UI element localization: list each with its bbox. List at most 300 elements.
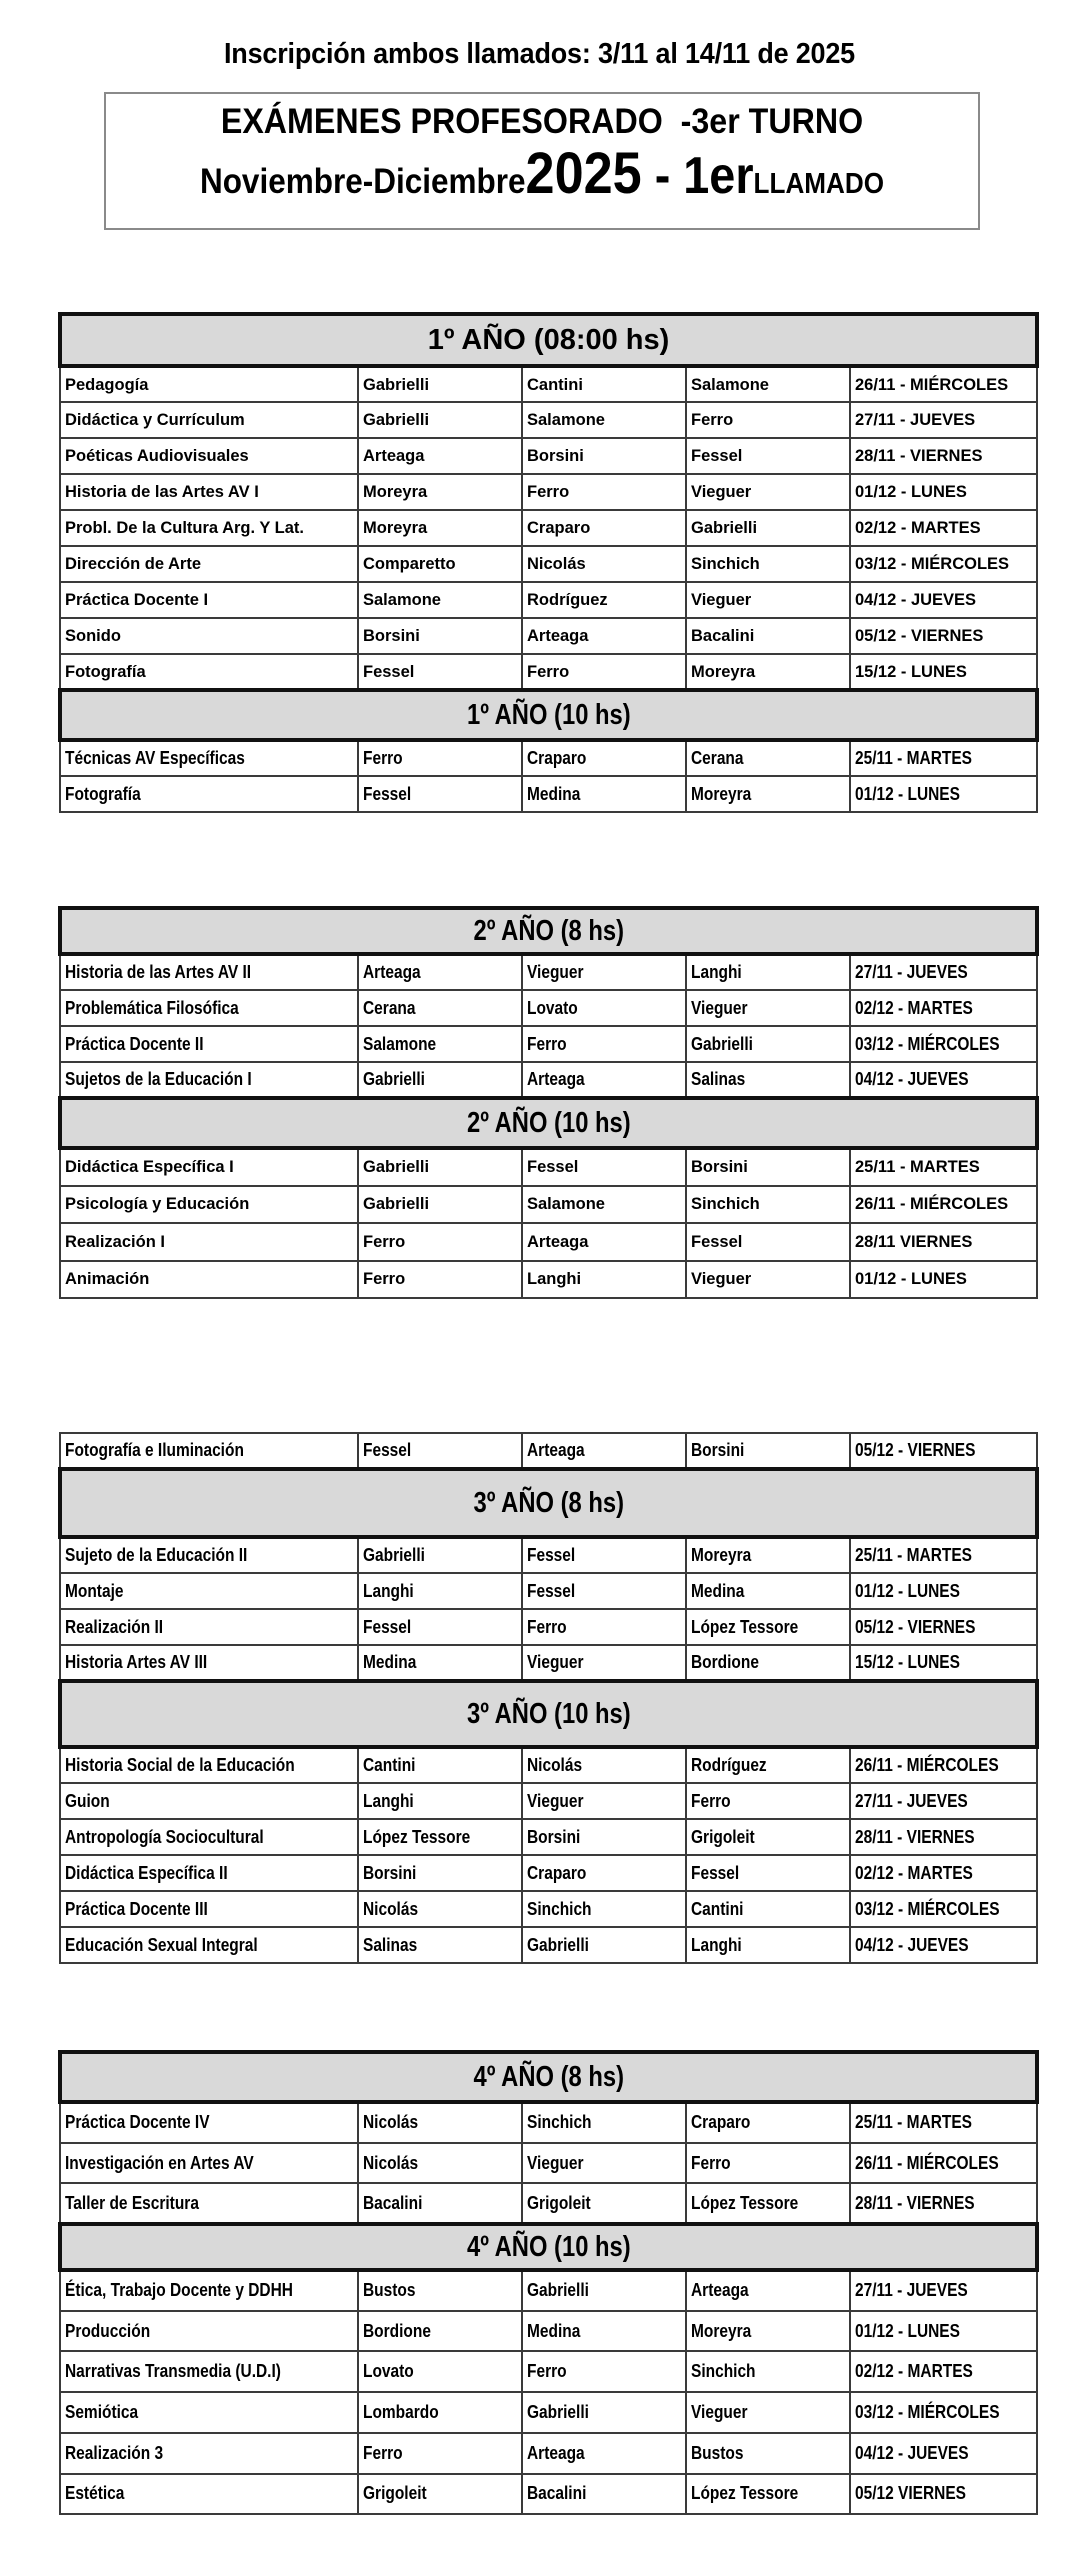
examiner-1-text: Fessel <box>363 1616 412 1637</box>
exam-row <box>60 438 1037 474</box>
exam-cell-examiner-2 <box>522 2270 686 2311</box>
exam-row <box>60 1223 1037 1261</box>
exam-cell-subject <box>60 402 358 438</box>
exam-row <box>60 2351 1037 2392</box>
exam-row <box>60 2311 1037 2352</box>
examiner-3-text: López Tessore <box>691 2483 799 2504</box>
exam-cell-date <box>850 474 1037 510</box>
date-text: 03/12 - MIÉRCOLES <box>855 555 1010 573</box>
subject-text: Técnicas AV Específicas <box>65 748 245 768</box>
examiner-1-text: Bordione <box>363 2320 431 2341</box>
date-text: 01/12 - LUNES <box>855 783 960 804</box>
exam-cell-examiner-3 <box>686 1433 850 1469</box>
examiner-2-text: Rodríguez <box>527 591 608 609</box>
examiner-3-text: Vieguer <box>691 2401 748 2422</box>
exam-cell-examiner-2 <box>522 474 686 510</box>
date-text: 28/11 - VIERNES <box>855 1826 975 1847</box>
examiner-1-text: Gabrielli <box>363 411 430 429</box>
examiner-2-text: Cantini <box>527 375 583 394</box>
exam-cell-subject <box>60 1609 358 1645</box>
exam-cell-examiner-1 <box>358 2392 522 2433</box>
examiner-3-text: Grigoleit <box>691 1826 755 1847</box>
date-text: 15/12 - LUNES <box>855 662 967 681</box>
date-text: 02/12 - MARTES <box>855 1862 973 1883</box>
exam-row <box>60 618 1037 654</box>
exam-cell-examiner-2 <box>522 1609 686 1645</box>
exam-cell-examiner-2 <box>522 1186 686 1224</box>
exam-cell-examiner-1 <box>358 402 522 438</box>
year-section-title <box>60 1098 1037 1148</box>
year-section-label: 2º AÑO (10 hs) <box>466 1106 631 1139</box>
exam-cell-subject <box>60 2270 358 2311</box>
year-section-label: 3º AÑO (10 hs) <box>466 1697 631 1730</box>
exam-row <box>60 2474 1037 2515</box>
subject-text: Historia Social de la Educación <box>65 1755 295 1775</box>
examiner-2-text: Nicolás <box>527 1755 583 1775</box>
exam-row <box>60 1747 1037 1783</box>
date-text: 04/12 - JUEVES <box>855 591 977 609</box>
exam-cell-examiner-3 <box>686 1261 850 1299</box>
exam-table <box>58 312 1039 813</box>
examiner-1-text: Ferro <box>363 748 403 768</box>
exam-cell-subject <box>60 2433 358 2474</box>
exam-cell-examiner-1 <box>358 1645 522 1681</box>
exam-cell-date <box>850 1891 1037 1927</box>
exam-cell-examiner-3 <box>686 2183 850 2224</box>
exam-cell-subject <box>60 1819 358 1855</box>
examiner-1-text: Gabrielli <box>363 375 430 394</box>
exam-row <box>60 510 1037 546</box>
exam-cell-examiner-3 <box>686 402 850 438</box>
examiner-1-text: Nicolás <box>363 2152 419 2173</box>
subject-text: Antropología Sociocultural <box>65 1826 264 1847</box>
examiner-2-text: Craparo <box>527 519 591 537</box>
exam-cell-subject <box>60 438 358 474</box>
examiner-3-text: Vieguer <box>691 1270 752 1289</box>
examiner-2-text: Vieguer <box>527 1790 584 1811</box>
exam-cell-subject <box>60 546 358 582</box>
exam-cell-subject <box>60 2392 358 2433</box>
date-text: 04/12 - JUEVES <box>855 1069 969 1089</box>
date-text: 04/12 - JUEVES <box>855 1934 969 1955</box>
exam-cell-date <box>850 954 1037 990</box>
exam-cell-examiner-1 <box>358 2270 522 2311</box>
exam-cell-examiner-2 <box>522 366 686 402</box>
examiner-3-text: Ferro <box>691 1790 731 1811</box>
examiner-3-text: Gabrielli <box>691 1033 753 1054</box>
subject-text: Pedagogía <box>65 375 149 394</box>
date-text: 03/12 - MIÉRCOLES <box>855 1033 1000 1054</box>
exam-cell-date <box>850 2433 1037 2474</box>
examiner-3-text: Medina <box>691 1580 745 1601</box>
subject-text: Animación <box>65 1270 150 1289</box>
exam-cell-examiner-1 <box>358 1783 522 1819</box>
exam-cell-examiner-2 <box>522 1747 686 1783</box>
exam-cell-examiner-3 <box>686 1819 850 1855</box>
exam-cell-examiner-2 <box>522 990 686 1026</box>
exam-cell-date <box>850 1223 1037 1261</box>
subject-text: Realización 3 <box>65 2442 164 2463</box>
date-text: 27/11 - JUEVES <box>855 1790 968 1811</box>
exam-cell-subject <box>60 2143 358 2184</box>
subject-text: Investigación en Artes AV <box>65 2152 254 2173</box>
subject-text: Poéticas Audiovisuales <box>65 447 249 465</box>
exam-cell-examiner-2 <box>522 618 686 654</box>
exam-cell-subject <box>60 1783 358 1819</box>
date-text: 25/11 - MARTES <box>855 2112 973 2133</box>
exam-cell-examiner-2 <box>522 1855 686 1891</box>
exam-row <box>60 2102 1037 2143</box>
examiner-3-text: Langhi <box>691 1934 742 1955</box>
examiner-1-text: Bustos <box>363 2280 416 2301</box>
exam-cell-date <box>850 654 1037 690</box>
examiner-1-text: Comparetto <box>363 555 456 573</box>
exam-row <box>60 654 1037 690</box>
exam-cell-examiner-2 <box>522 1062 686 1098</box>
exam-cell-subject <box>60 1645 358 1681</box>
subject-text: Fotografía <box>65 662 146 681</box>
exam-row <box>60 1148 1037 1186</box>
subject-text: Producción <box>65 2320 151 2341</box>
year-section-label: 1º AÑO (08:00 hs) <box>427 323 670 356</box>
exam-cell-subject <box>60 1855 358 1891</box>
examiner-1-text: Gabrielli <box>363 1069 425 1089</box>
exam-row <box>60 582 1037 618</box>
date-text: 05/12 VIERNES <box>855 2483 967 2504</box>
examiner-1-text: Fessel <box>363 662 415 681</box>
exam-cell-examiner-2 <box>522 1537 686 1573</box>
exam-cell-date <box>850 582 1037 618</box>
examiner-1-text: Langhi <box>363 1580 414 1601</box>
exam-cell-examiner-1 <box>358 366 522 402</box>
inscription-dates: Inscripción ambos llamados: 3/11 al 14/11 de 2025 <box>223 38 856 70</box>
year-section-title <box>60 1469 1037 1537</box>
exam-cell-date <box>850 1747 1037 1783</box>
examiner-2-text: Fessel <box>527 1580 576 1601</box>
examiner-3-text: Bustos <box>691 2442 744 2463</box>
exam-cell-examiner-1 <box>358 1609 522 1645</box>
exam-cell-examiner-3 <box>686 654 850 690</box>
exam-row <box>60 1927 1037 1963</box>
year-section-header <box>60 1098 1037 1148</box>
subject-text: Ética, Trabajo Docente y DDHH <box>65 2280 293 2301</box>
exam-row <box>60 402 1037 438</box>
date-text: 01/12 - LUNES <box>855 1270 967 1289</box>
examiner-2-text: Medina <box>527 2320 581 2341</box>
examiner-3-text: Ferro <box>691 2152 731 2173</box>
date-text: 28/11 - VIERNES <box>855 2192 975 2213</box>
exam-cell-examiner-2 <box>522 510 686 546</box>
exam-cell-examiner-1 <box>358 438 522 474</box>
exam-cell-examiner-2 <box>522 1819 686 1855</box>
exam-row <box>60 1186 1037 1224</box>
examiner-3-text: Cerana <box>691 748 744 768</box>
exam-row <box>60 474 1037 510</box>
exam-row <box>60 546 1037 582</box>
exam-cell-date <box>850 2183 1037 2224</box>
exam-cell-examiner-1 <box>358 1433 522 1469</box>
examiner-1-text: Lombardo <box>363 2401 439 2422</box>
year-section-title <box>60 314 1037 366</box>
exam-row <box>60 1261 1037 1299</box>
exam-cell-date <box>850 1855 1037 1891</box>
exam-cell-examiner-1 <box>358 654 522 690</box>
date-text: 26/11 - MIÉRCOLES <box>855 1195 1009 1214</box>
year-section-title <box>60 2052 1037 2102</box>
subject-text: Realización II <box>65 1616 164 1637</box>
exam-cell-date <box>850 366 1037 402</box>
exam-cell-examiner-1 <box>358 990 522 1026</box>
exam-cell-date <box>850 2392 1037 2433</box>
exam-cell-date <box>850 438 1037 474</box>
exam-cell-examiner-3 <box>686 1537 850 1573</box>
year-section-title <box>60 1681 1037 1747</box>
exam-cell-subject <box>60 1026 358 1062</box>
exam-cell-examiner-1 <box>358 2183 522 2224</box>
examiner-1-text: Salamone <box>363 591 441 609</box>
exam-cell-examiner-1 <box>358 510 522 546</box>
exam-cell-examiner-2 <box>522 546 686 582</box>
exam-cell-examiner-1 <box>358 1927 522 1963</box>
examiner-2-text: Craparo <box>527 748 587 768</box>
subject-text: Problemática Filosófica <box>65 997 239 1018</box>
exam-cell-examiner-3 <box>686 474 850 510</box>
exam-cell-examiner-3 <box>686 438 850 474</box>
exam-cell-examiner-2 <box>522 2474 686 2515</box>
exam-cell-subject <box>60 2311 358 2352</box>
exam-cell-examiner-3 <box>686 1223 850 1261</box>
subject-text: Didáctica Específica II <box>65 1862 228 1883</box>
examiner-3-text: López Tessore <box>691 2192 799 2213</box>
subject-text: Fotografía <box>65 783 141 804</box>
examiner-2-text: Vieguer <box>527 962 584 982</box>
examiner-2-text: Borsini <box>527 447 584 465</box>
exam-cell-examiner-1 <box>358 1747 522 1783</box>
exam-cell-examiner-3 <box>686 1645 850 1681</box>
examiner-1-text: Borsini <box>363 1862 417 1883</box>
exam-cell-examiner-1 <box>358 2311 522 2352</box>
subject-text: Estética <box>65 2483 125 2504</box>
year-section-header <box>60 908 1037 954</box>
examiner-3-text: Cantini <box>691 1898 744 1919</box>
examiner-3-text: Moreyra <box>691 2320 752 2341</box>
date-text: 05/12 - VIERNES <box>855 627 984 645</box>
examiner-3-text: Langhi <box>691 962 742 982</box>
exam-row <box>60 1783 1037 1819</box>
exam-cell-date <box>850 1927 1037 1963</box>
examiner-3-text: Moreyra <box>691 1545 752 1565</box>
exam-cell-examiner-2 <box>522 1026 686 1062</box>
examiner-1-text: Cerana <box>363 997 416 1018</box>
date-text: 25/11 - MARTES <box>855 1545 973 1565</box>
examiner-1-text: Salinas <box>363 1934 418 1955</box>
exam-cell-examiner-3 <box>686 1609 850 1645</box>
exam-row <box>60 1537 1037 1573</box>
exam-cell-date <box>850 1186 1037 1224</box>
year-section-label: 4º AÑO (8 hs) <box>473 2060 624 2093</box>
examiner-3-text: Salamone <box>691 375 769 394</box>
date-text: 04/12 - JUEVES <box>855 2442 969 2463</box>
exam-row <box>60 990 1037 1026</box>
exam-cell-examiner-1 <box>358 954 522 990</box>
date-text: 02/12 - MARTES <box>855 997 973 1018</box>
year-section-header <box>60 2052 1037 2102</box>
examiner-1-text: Borsini <box>363 627 420 645</box>
exam-cell-examiner-2 <box>522 954 686 990</box>
exam-cell-examiner-2 <box>522 402 686 438</box>
exam-cell-examiner-2 <box>522 740 686 776</box>
subject-text: Didáctica Específica I <box>65 1158 234 1177</box>
exam-cell-examiner-2 <box>522 2311 686 2352</box>
examiner-3-text: Rodríguez <box>691 1755 767 1775</box>
exam-cell-examiner-3 <box>686 1891 850 1927</box>
exam-cell-subject <box>60 1891 358 1927</box>
title-llamado: LLAMADO <box>753 168 885 200</box>
exam-row <box>60 954 1037 990</box>
exam-cell-examiner-3 <box>686 2433 850 2474</box>
examiner-3-text: Salinas <box>691 1069 746 1089</box>
exam-cell-date <box>850 1537 1037 1573</box>
exam-cell-date <box>850 1609 1037 1645</box>
subject-text: Psicología y Educación <box>65 1195 250 1214</box>
examiner-3-text: Vieguer <box>691 997 748 1018</box>
date-text: 02/12 - MARTES <box>855 2361 973 2382</box>
examiner-2-text: Vieguer <box>527 2152 584 2173</box>
examiner-1-text: Gabrielli <box>363 1195 430 1214</box>
subject-text: Fotografía e Iluminación <box>65 1440 244 1460</box>
examiner-2-text: Sinchich <box>527 2112 592 2133</box>
exam-cell-examiner-3 <box>686 954 850 990</box>
exam-cell-examiner-2 <box>522 1573 686 1609</box>
examiner-1-text: Moreyra <box>363 519 428 537</box>
examiner-2-text: Arteaga <box>527 1069 585 1089</box>
examiner-3-text: López Tessore <box>691 1616 799 1637</box>
examiner-3-text: Fessel <box>691 1232 743 1251</box>
exam-cell-date <box>850 1026 1037 1062</box>
subject-text: Dirección de Arte <box>65 555 202 573</box>
date-text: 27/11 - JUEVES <box>855 411 976 429</box>
examiner-2-text: Borsini <box>527 1826 581 1847</box>
exam-cell-examiner-2 <box>522 2183 686 2224</box>
exam-row <box>60 1062 1037 1098</box>
exam-cell-examiner-3 <box>686 618 850 654</box>
exam-cell-subject <box>60 1573 358 1609</box>
exam-cell-date <box>850 2143 1037 2184</box>
exam-cell-subject <box>60 1927 358 1963</box>
exam-row <box>60 2433 1037 2474</box>
examiner-3-text: Sinchich <box>691 555 760 573</box>
exam-row <box>60 1855 1037 1891</box>
exam-row <box>60 1609 1037 1645</box>
exam-cell-subject <box>60 654 358 690</box>
examiner-3-text: Sinchich <box>691 2361 756 2382</box>
exam-cell-subject <box>60 1062 358 1098</box>
date-text: 25/11 - MARTES <box>855 748 973 768</box>
exam-cell-date <box>850 1573 1037 1609</box>
exam-cell-examiner-1 <box>358 618 522 654</box>
page-subtitle <box>150 140 935 207</box>
exam-cell-subject <box>60 2183 358 2224</box>
examiner-2-text: Nicolás <box>527 555 586 573</box>
examiner-1-text: Ferro <box>363 1232 406 1251</box>
exam-cell-subject <box>60 2102 358 2143</box>
examiner-1-text: Nicolás <box>363 2112 419 2133</box>
year-section-header <box>60 1681 1037 1747</box>
subject-text: Práctica Docente III <box>65 1898 208 1919</box>
exam-cell-examiner-3 <box>686 510 850 546</box>
exam-cell-examiner-1 <box>358 2433 522 2474</box>
year-section-header <box>60 2224 1037 2270</box>
subject-text: Historia de las Artes AV I <box>65 483 259 501</box>
date-text: 26/11 - MIÉRCOLES <box>855 375 1009 394</box>
exam-cell-examiner-2 <box>522 2143 686 2184</box>
date-text: 27/11 - JUEVES <box>855 2280 968 2301</box>
examiner-2-text: Salamone <box>527 411 605 429</box>
exam-cell-subject <box>60 1537 358 1573</box>
examiner-3-text: Fessel <box>691 1862 740 1883</box>
examiner-1-text: Langhi <box>363 1790 414 1811</box>
examiner-2-text: Arteaga <box>527 1232 589 1251</box>
date-text: 05/12 - VIERNES <box>855 1616 976 1637</box>
exam-cell-examiner-1 <box>358 1148 522 1186</box>
exam-cell-examiner-2 <box>522 1261 686 1299</box>
exam-cell-examiner-2 <box>522 776 686 812</box>
examiner-2-text: Ferro <box>527 483 570 501</box>
examiner-2-text: Arteaga <box>527 2442 585 2463</box>
exam-row <box>60 1026 1037 1062</box>
examiner-1-text: Lovato <box>363 2361 414 2382</box>
subject-text: Práctica Docente I <box>65 591 209 609</box>
date-text: 28/11 - VIERNES <box>855 447 983 465</box>
examiner-2-text: Gabrielli <box>527 2401 589 2422</box>
exam-cell-examiner-1 <box>358 2351 522 2392</box>
exam-cell-examiner-1 <box>358 1891 522 1927</box>
examiner-2-text: Langhi <box>527 1270 582 1289</box>
year-section-title <box>60 690 1037 740</box>
examiner-3-text: Vieguer <box>691 483 752 501</box>
exam-row <box>60 740 1037 776</box>
examiner-1-text: López Tessore <box>363 1826 471 1847</box>
examiner-1-text: Ferro <box>363 1270 406 1289</box>
year-section-label: 2º AÑO (8 hs) <box>473 914 624 947</box>
exam-cell-date <box>850 2102 1037 2143</box>
examiner-1-text: Ferro <box>363 2442 403 2463</box>
examiner-1-text: Fessel <box>363 783 412 804</box>
exam-cell-examiner-3 <box>686 1148 850 1186</box>
examiner-2-text: Ferro <box>527 1616 567 1637</box>
examiner-1-text: Gabrielli <box>363 1545 425 1565</box>
examiner-3-text: Moreyra <box>691 662 756 681</box>
exam-cell-examiner-1 <box>358 2474 522 2515</box>
exam-cell-examiner-2 <box>522 1223 686 1261</box>
exam-cell-subject <box>60 1747 358 1783</box>
examiner-2-text: Fessel <box>527 1158 579 1177</box>
exam-cell-examiner-2 <box>522 1433 686 1469</box>
date-text: 28/11 VIERNES <box>855 1232 973 1251</box>
examiner-1-text: Salamone <box>363 1033 437 1054</box>
year-section-header <box>60 1469 1037 1537</box>
exam-cell-subject <box>60 1433 358 1469</box>
exam-cell-date <box>850 402 1037 438</box>
title-months: Noviembre-Diciembre <box>199 162 526 201</box>
exam-cell-date <box>850 2311 1037 2352</box>
exam-cell-examiner-3 <box>686 990 850 1026</box>
title-call-number: - 1er <box>641 147 754 205</box>
subject-text: Didáctica y Currículum <box>65 411 245 429</box>
examiner-3-text: Sinchich <box>691 1195 760 1214</box>
exam-cell-examiner-2 <box>522 1645 686 1681</box>
examiner-2-text: Ferro <box>527 662 570 681</box>
